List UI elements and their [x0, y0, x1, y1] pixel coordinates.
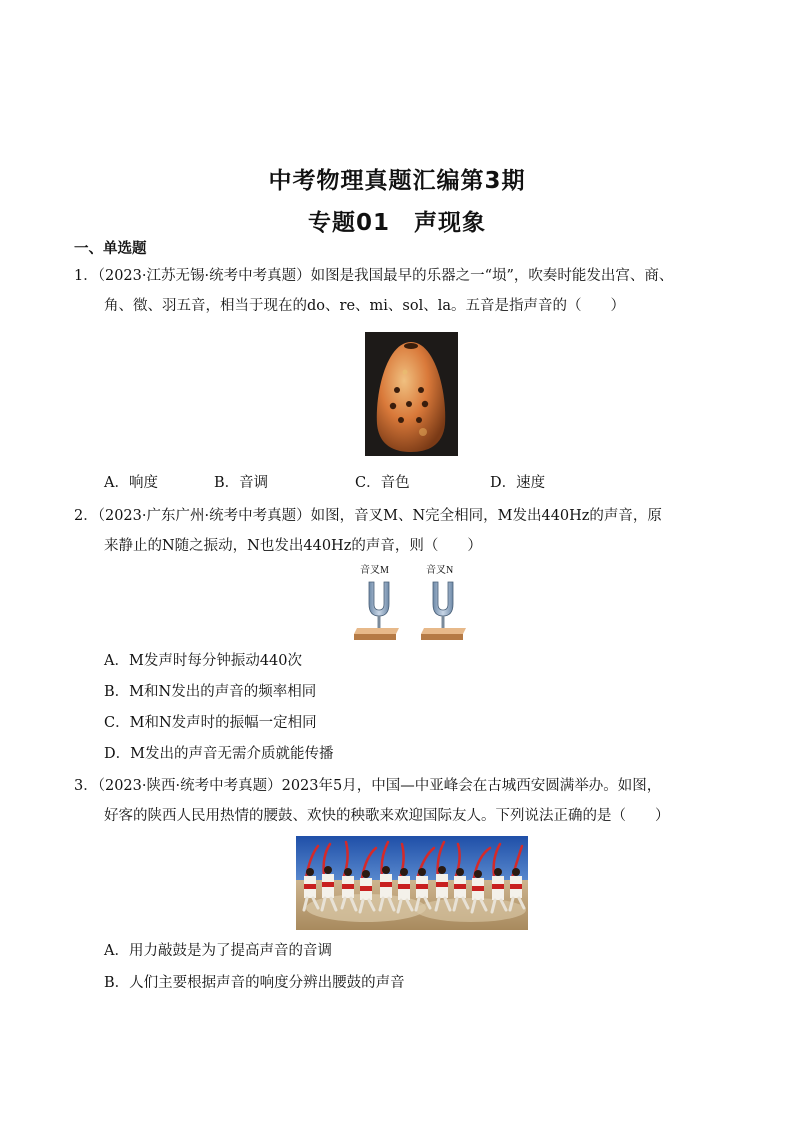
- q1-option-d: D．速度: [490, 475, 546, 491]
- fork-m-label: 音叉M: [360, 565, 389, 576]
- q2-stem-line1: 2．（2023·广东广州·统考中考真题）如图，音叉M、N完全相同，M发出440Hz的声音，原: [74, 508, 662, 524]
- section-heading: 一、单选题: [74, 240, 147, 257]
- xun-ocarina-image: [365, 332, 458, 456]
- q2-stem-line2: 来静止的N随之振动，N也发出440Hz的声音，则（ ）: [104, 538, 482, 554]
- q2-option-a: A．M发声时每分钟振动440次: [104, 653, 302, 669]
- fork-n-label: 音叉N: [426, 565, 454, 576]
- tuning-forks-figure: [354, 562, 466, 642]
- q3-option-b: B．人们主要根据声音的响度分辨出腰鼓的声音: [104, 975, 405, 991]
- q1-stem-line1: 1．（2023·江苏无锡·统考中考真题）如图是我国最早的乐器之一“埙”，吹奏时能发出宫、商、: [74, 268, 674, 284]
- q3-stem-line1: 3．（2023·陕西·统考中考真题）2023年5月，中国—中亚峰会在古城西安圆满举办。如图，: [74, 778, 662, 794]
- waist-drum-dance-photo: [296, 836, 528, 930]
- tuning-forks-drawing: [354, 562, 466, 642]
- q2-option-d: D．M发出的声音无需介质就能传播: [104, 746, 334, 762]
- q2-option-c: C．M和N发声时的振幅一定相同: [104, 715, 317, 731]
- q3-stem-line2: 好客的陕西人民用热情的腰鼓、欢快的秧歌来欢迎国际友人。下列说法正确的是（ ）: [104, 808, 670, 824]
- q1-option-a: A．响度: [104, 475, 158, 491]
- waist-drum-dance-drawing: [296, 836, 528, 930]
- q3-option-a: A．用力敲鼓是为了提高声音的音调: [104, 943, 332, 959]
- q2-option-b: B．M和N发出的声音的频率相同: [104, 684, 317, 700]
- page-title: 中考物理真题汇编第3期: [268, 168, 526, 194]
- q1-stem-line2: 角、徵、羽五音，相当于现在的do、re、mi、sol、la。五音是指声音的（ ）: [104, 298, 625, 314]
- page-subtitle: 专题01 声现象: [307, 210, 486, 236]
- q1-option-b: B．音调: [214, 475, 269, 491]
- q1-option-c: C．音色: [355, 475, 410, 491]
- xun-ocarina-drawing: [365, 332, 458, 456]
